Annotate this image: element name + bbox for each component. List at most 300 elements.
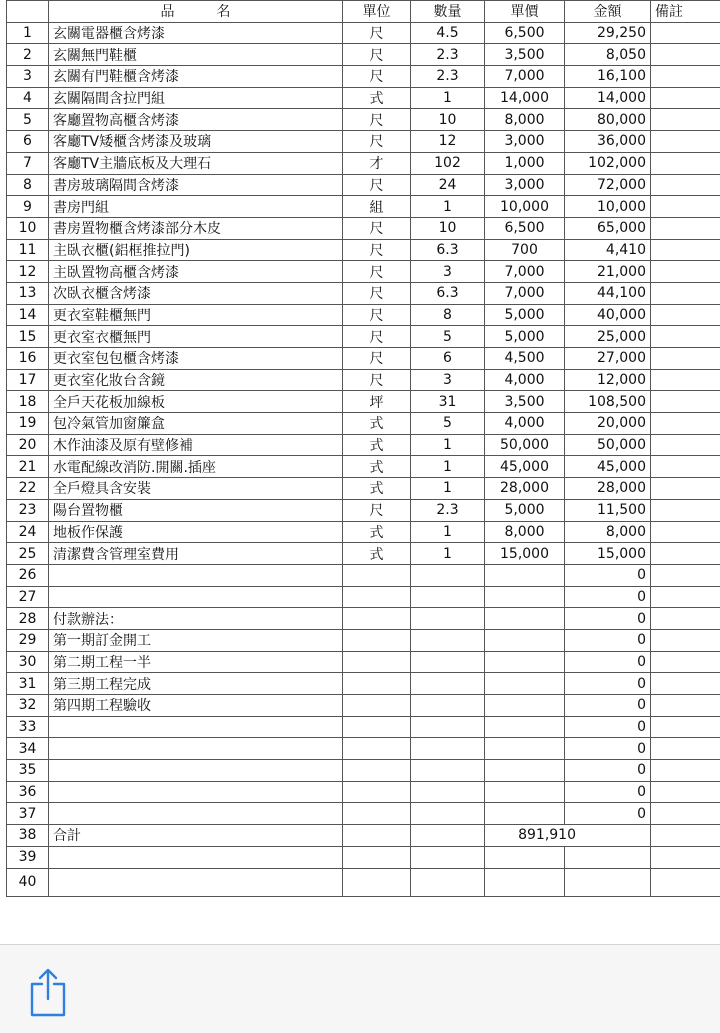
cell-name[interactable]: 更衣室衣櫃無門 [49, 326, 343, 348]
total-label[interactable]: 合計 [49, 825, 343, 847]
cell-price[interactable] [485, 629, 565, 651]
cell-price[interactable] [485, 608, 565, 630]
cell-note[interactable] [651, 131, 720, 153]
cell-qty[interactable] [411, 760, 485, 782]
cell-no[interactable]: 20 [7, 434, 49, 456]
cell-no[interactable]: 3 [7, 66, 49, 88]
table-row [7, 499, 720, 521]
share-button[interactable] [28, 967, 68, 1019]
cell-name[interactable]: 地板作保護 [49, 521, 343, 543]
cell-qty[interactable] [411, 716, 485, 738]
cell-qty[interactable] [411, 846, 485, 868]
cell-price[interactable]: 5,000 [485, 326, 565, 348]
cell-price[interactable]: 5,000 [485, 499, 565, 521]
cell-qty[interactable] [411, 825, 485, 847]
cell-name[interactable]: 全戶燈具含安裝 [49, 478, 343, 500]
cell-unit[interactable] [343, 673, 411, 695]
cell-qty[interactable]: 31 [411, 391, 485, 413]
cell-qty[interactable] [411, 803, 485, 825]
cell-no[interactable]: 5 [7, 109, 49, 131]
cell-price[interactable] [485, 564, 565, 586]
cell-unit[interactable] [343, 629, 411, 651]
cell-amount[interactable]: 40,000 [565, 304, 651, 326]
cell-unit[interactable]: 尺 [343, 109, 411, 131]
cell-name[interactable]: 付款辦法： [49, 608, 343, 630]
cell-amount[interactable] [565, 868, 651, 896]
cell-note[interactable] [651, 282, 720, 304]
table-row [7, 760, 720, 782]
cell-qty[interactable]: 8 [411, 304, 485, 326]
cell-qty[interactable] [411, 781, 485, 803]
cell-qty[interactable] [411, 629, 485, 651]
cell-name[interactable]: 玄關有門鞋櫃含烤漆 [49, 66, 343, 88]
cell-qty[interactable]: 6 [411, 348, 485, 370]
cell-price[interactable]: 7,000 [485, 66, 565, 88]
cell-note[interactable] [651, 695, 720, 717]
cell-amount[interactable]: 28,000 [565, 478, 651, 500]
cell-qty[interactable]: 24 [411, 174, 485, 196]
cell-name[interactable] [49, 868, 343, 896]
cell-no[interactable]: 9 [7, 196, 49, 218]
cell-name[interactable]: 更衣室鞋櫃無門 [49, 304, 343, 326]
cell-name[interactable]: 主臥衣櫃(鋁框推拉門) [49, 239, 343, 261]
cell-qty[interactable]: 3 [411, 369, 485, 391]
cell-amount[interactable]: 15,000 [565, 543, 651, 565]
cell-amount[interactable]: 72,000 [565, 174, 651, 196]
cell-name[interactable]: 書房玻璃隔間含烤漆 [49, 174, 343, 196]
cell-qty[interactable] [411, 673, 485, 695]
cell-note[interactable] [651, 239, 720, 261]
cell-price[interactable]: 10,000 [485, 196, 565, 218]
cell-unit[interactable] [343, 716, 411, 738]
cell-unit[interactable] [343, 564, 411, 586]
table-row [7, 391, 720, 413]
cell-price[interactable] [485, 738, 565, 760]
cell-qty[interactable]: 6.3 [411, 239, 485, 261]
cell-no[interactable]: 37 [7, 803, 49, 825]
header-name[interactable]: 品 名 [49, 1, 343, 23]
cell-no[interactable]: 33 [7, 716, 49, 738]
cell-note[interactable] [651, 868, 720, 896]
cell-unit[interactable]: 尺 [343, 499, 411, 521]
cell-name[interactable] [49, 760, 343, 782]
cell-no[interactable]: 7 [7, 152, 49, 174]
cell-note[interactable] [651, 651, 720, 673]
cell-no[interactable]: 10 [7, 217, 49, 239]
cell-name[interactable] [49, 803, 343, 825]
cell-note[interactable] [651, 456, 720, 478]
cell-price[interactable]: 45,000 [485, 456, 565, 478]
cell-amount[interactable]: 21,000 [565, 261, 651, 283]
cell-price[interactable]: 4,500 [485, 348, 565, 370]
cell-note[interactable] [651, 87, 720, 109]
cell-price[interactable]: 4,000 [485, 369, 565, 391]
cell-unit[interactable]: 式 [343, 87, 411, 109]
header-note[interactable]: 備註 [651, 1, 720, 23]
cell-unit[interactable] [343, 803, 411, 825]
cell-no[interactable]: 4 [7, 87, 49, 109]
cell-amount[interactable]: 12,000 [565, 369, 651, 391]
cell-unit[interactable] [343, 738, 411, 760]
cell-no[interactable]: 21 [7, 456, 49, 478]
cell-unit[interactable] [343, 760, 411, 782]
cell-amount[interactable]: 44,100 [565, 282, 651, 304]
cell-note[interactable] [651, 521, 720, 543]
cell-no[interactable]: 24 [7, 521, 49, 543]
cell-qty[interactable]: 1 [411, 521, 485, 543]
cell-name[interactable]: 書房置物櫃含烤漆部分木皮 [49, 217, 343, 239]
cell-no[interactable]: 29 [7, 629, 49, 651]
cell-qty[interactable]: 3 [411, 261, 485, 283]
cell-no[interactable]: 25 [7, 543, 49, 565]
cell-unit[interactable]: 坪 [343, 391, 411, 413]
cell-no[interactable]: 13 [7, 282, 49, 304]
cell-name[interactable]: 第一期訂金開工 [49, 629, 343, 651]
cell-name[interactable]: 玄關無門鞋櫃 [49, 44, 343, 66]
cell-price[interactable]: 1,000 [485, 152, 565, 174]
cell-no[interactable]: 31 [7, 673, 49, 695]
cell-amount[interactable] [565, 846, 651, 868]
cell-note[interactable] [651, 391, 720, 413]
cell-price[interactable] [485, 716, 565, 738]
cell-note[interactable] [651, 629, 720, 651]
cell-note[interactable] [651, 760, 720, 782]
cell-note[interactable] [651, 44, 720, 66]
cell-qty[interactable]: 5 [411, 326, 485, 348]
cell-no[interactable]: 27 [7, 586, 49, 608]
cell-qty[interactable]: 1 [411, 434, 485, 456]
cell-note[interactable] [651, 564, 720, 586]
cell-no[interactable]: 23 [7, 499, 49, 521]
cell-qty[interactable] [411, 738, 485, 760]
cell-price[interactable] [485, 673, 565, 695]
cell-qty[interactable]: 1 [411, 196, 485, 218]
cell-no[interactable]: 34 [7, 738, 49, 760]
cell-unit[interactable]: 尺 [343, 326, 411, 348]
cell-note[interactable] [651, 66, 720, 88]
cell-name[interactable] [49, 716, 343, 738]
cell-unit[interactable] [343, 781, 411, 803]
table-row [7, 22, 720, 44]
cell-qty[interactable] [411, 868, 485, 896]
cell-no[interactable]: 18 [7, 391, 49, 413]
cell-qty[interactable]: 1 [411, 87, 485, 109]
cell-name[interactable] [49, 586, 343, 608]
cell-name[interactable]: 更衣室化妝台含鏡 [49, 369, 343, 391]
cell-name[interactable]: 木作油漆及原有壁修補 [49, 434, 343, 456]
cell-name[interactable]: 第三期工程完成 [49, 673, 343, 695]
cell-amount[interactable]: 45,000 [565, 456, 651, 478]
cell-name[interactable]: 更衣室包包櫃含烤漆 [49, 348, 343, 370]
cell-amount[interactable]: 0 [565, 629, 651, 651]
cell-price[interactable]: 6,500 [485, 22, 565, 44]
cell-note[interactable] [651, 152, 720, 174]
cell-qty[interactable]: 102 [411, 152, 485, 174]
cell-price[interactable]: 3,000 [485, 174, 565, 196]
cell-note[interactable] [651, 586, 720, 608]
cell-amount[interactable]: 0 [565, 651, 651, 673]
cell-unit[interactable]: 尺 [343, 261, 411, 283]
header-index-cell[interactable] [7, 1, 49, 23]
cell-unit[interactable]: 尺 [343, 369, 411, 391]
cell-price[interactable] [485, 651, 565, 673]
cell-price[interactable]: 3,000 [485, 131, 565, 153]
cell-name[interactable]: 次臥衣櫃含烤漆 [49, 282, 343, 304]
cell-amount[interactable]: 29,250 [565, 22, 651, 44]
cell-unit[interactable]: 尺 [343, 239, 411, 261]
cell-unit[interactable]: 尺 [343, 348, 411, 370]
cell-name[interactable]: 清潔費含管理室費用 [49, 543, 343, 565]
table-row [7, 109, 720, 131]
cell-name[interactable]: 第二期工程一半 [49, 651, 343, 673]
cell-no[interactable]: 14 [7, 304, 49, 326]
cell-no[interactable]: 39 [7, 846, 49, 868]
cell-note[interactable] [651, 608, 720, 630]
cell-qty[interactable]: 5 [411, 413, 485, 435]
cell-amount[interactable]: 108,500 [565, 391, 651, 413]
cell-amount[interactable]: 10,000 [565, 196, 651, 218]
cell-amount[interactable]: 0 [565, 608, 651, 630]
cell-unit[interactable]: 式 [343, 434, 411, 456]
cell-unit[interactable]: 尺 [343, 304, 411, 326]
cell-note[interactable] [651, 543, 720, 565]
cell-amount[interactable]: 0 [565, 564, 651, 586]
cell-amount[interactable]: 20,000 [565, 413, 651, 435]
table-row [7, 564, 720, 586]
cell-amount[interactable]: 80,000 [565, 109, 651, 131]
cell-price[interactable]: 5,000 [485, 304, 565, 326]
cell-note[interactable] [651, 499, 720, 521]
cell-note[interactable] [651, 413, 720, 435]
cell-qty[interactable] [411, 586, 485, 608]
cell-amount[interactable]: 0 [565, 781, 651, 803]
cell-price[interactable]: 8,000 [485, 521, 565, 543]
cell-unit[interactable]: 式 [343, 456, 411, 478]
cell-qty[interactable]: 10 [411, 109, 485, 131]
cell-price[interactable] [485, 803, 565, 825]
cell-qty[interactable]: 2.3 [411, 66, 485, 88]
header-amount[interactable]: 金額 [565, 1, 651, 23]
cell-amount[interactable]: 0 [565, 760, 651, 782]
cell-no[interactable]: 38 [7, 825, 49, 847]
cell-qty[interactable]: 6.3 [411, 282, 485, 304]
cell-price[interactable]: 7,000 [485, 261, 565, 283]
cell-price[interactable] [485, 695, 565, 717]
cell-amount[interactable]: 8,000 [565, 521, 651, 543]
cell-note[interactable] [651, 174, 720, 196]
cell-no[interactable]: 16 [7, 348, 49, 370]
cell-price[interactable]: 6,500 [485, 217, 565, 239]
cell-qty[interactable]: 4.5 [411, 22, 485, 44]
cell-qty[interactable] [411, 564, 485, 586]
cell-unit[interactable]: 才 [343, 152, 411, 174]
cell-amount[interactable]: 0 [565, 716, 651, 738]
cell-amount[interactable]: 50,000 [565, 434, 651, 456]
cell-note[interactable] [651, 326, 720, 348]
cell-price[interactable]: 7,000 [485, 282, 565, 304]
table-row [7, 781, 720, 803]
cell-name[interactable]: 包冷氣管加窗簾盒 [49, 413, 343, 435]
cell-no[interactable]: 32 [7, 695, 49, 717]
cell-unit[interactable]: 尺 [343, 22, 411, 44]
cell-note[interactable] [651, 846, 720, 868]
cell-note[interactable] [651, 716, 720, 738]
header-price[interactable]: 單價 [485, 1, 565, 23]
cell-price[interactable] [485, 586, 565, 608]
cell-name[interactable]: 水電配線改消防.開關.插座 [49, 456, 343, 478]
cell-unit[interactable] [343, 586, 411, 608]
cell-note[interactable] [651, 478, 720, 500]
cell-no[interactable]: 40 [7, 868, 49, 896]
cell-no[interactable]: 12 [7, 261, 49, 283]
cell-amount[interactable]: 0 [565, 695, 651, 717]
cell-name[interactable]: 客廳TV主牆底板及大理石 [49, 152, 343, 174]
cell-unit[interactable]: 尺 [343, 217, 411, 239]
cell-name[interactable]: 主臥置物高櫃含烤漆 [49, 261, 343, 283]
cell-unit[interactable]: 式 [343, 413, 411, 435]
cell-name[interactable] [49, 564, 343, 586]
cell-name[interactable] [49, 846, 343, 868]
cell-unit[interactable]: 式 [343, 521, 411, 543]
cell-note[interactable] [651, 196, 720, 218]
cell-qty[interactable]: 1 [411, 543, 485, 565]
cell-amount[interactable]: 102,000 [565, 152, 651, 174]
cell-unit[interactable] [343, 825, 411, 847]
cell-unit[interactable] [343, 868, 411, 896]
cell-price[interactable] [485, 846, 565, 868]
cell-amount[interactable]: 16,100 [565, 66, 651, 88]
cell-name[interactable] [49, 781, 343, 803]
cell-price[interactable]: 4,000 [485, 413, 565, 435]
cell-amount[interactable]: 65,000 [565, 217, 651, 239]
cell-qty[interactable]: 2.3 [411, 499, 485, 521]
cell-qty[interactable]: 1 [411, 456, 485, 478]
cell-no[interactable]: 30 [7, 651, 49, 673]
cell-note[interactable] [651, 369, 720, 391]
cell-note[interactable] [651, 304, 720, 326]
cell-unit[interactable]: 尺 [343, 131, 411, 153]
cell-amount[interactable]: 0 [565, 738, 651, 760]
cell-qty[interactable]: 1 [411, 478, 485, 500]
cell-amount[interactable]: 4,410 [565, 239, 651, 261]
cell-no[interactable]: 6 [7, 131, 49, 153]
cell-unit[interactable]: 式 [343, 543, 411, 565]
cell-no[interactable]: 8 [7, 174, 49, 196]
cell-no[interactable]: 36 [7, 781, 49, 803]
cell-name[interactable]: 全戶天花板加線板 [49, 391, 343, 413]
cell-name[interactable]: 玄關電器櫃含烤漆 [49, 22, 343, 44]
cell-price[interactable] [485, 760, 565, 782]
cell-unit[interactable] [343, 695, 411, 717]
cell-note[interactable] [651, 22, 720, 44]
cell-note[interactable] [651, 803, 720, 825]
cell-name[interactable]: 陽台置物櫃 [49, 499, 343, 521]
cell-unit[interactable]: 尺 [343, 282, 411, 304]
cell-amount[interactable]: 0 [565, 803, 651, 825]
cell-no[interactable]: 15 [7, 326, 49, 348]
cell-price[interactable]: 3,500 [485, 391, 565, 413]
table-row [7, 131, 720, 153]
cell-amount[interactable]: 8,050 [565, 44, 651, 66]
cell-unit[interactable] [343, 846, 411, 868]
cell-note[interactable] [651, 348, 720, 370]
cell-amount[interactable]: 14,000 [565, 87, 651, 109]
cell-no[interactable]: 11 [7, 239, 49, 261]
cell-amount[interactable]: 0 [565, 586, 651, 608]
table-row [7, 673, 720, 695]
cell-note[interactable] [651, 217, 720, 239]
cell-no[interactable]: 17 [7, 369, 49, 391]
cell-price[interactable]: 50,000 [485, 434, 565, 456]
cell-qty[interactable] [411, 651, 485, 673]
cell-no[interactable]: 35 [7, 760, 49, 782]
cell-price[interactable]: 15,000 [485, 543, 565, 565]
cell-unit[interactable]: 尺 [343, 174, 411, 196]
cell-price[interactable]: 700 [485, 239, 565, 261]
cell-amount[interactable]: 27,000 [565, 348, 651, 370]
cell-price[interactable]: 14,000 [485, 87, 565, 109]
cell-no[interactable]: 1 [7, 22, 49, 44]
cell-amount[interactable]: 25,000 [565, 326, 651, 348]
header-unit[interactable]: 單位 [343, 1, 411, 23]
cell-note[interactable] [651, 825, 720, 847]
cell-name[interactable]: 第四期工程驗收 [49, 695, 343, 717]
cell-note[interactable] [651, 673, 720, 695]
cell-price[interactable]: 8,000 [485, 109, 565, 131]
cell-unit[interactable]: 式 [343, 478, 411, 500]
cell-no[interactable]: 26 [7, 564, 49, 586]
cell-no[interactable]: 22 [7, 478, 49, 500]
table-row [7, 695, 720, 717]
table-row [7, 868, 720, 896]
cell-unit[interactable] [343, 651, 411, 673]
cell-name[interactable]: 客廳置物高櫃含烤漆 [49, 109, 343, 131]
cell-no[interactable]: 2 [7, 44, 49, 66]
cell-amount[interactable]: 11,500 [565, 499, 651, 521]
cell-name[interactable] [49, 738, 343, 760]
cell-price[interactable] [485, 868, 565, 896]
cell-note[interactable] [651, 434, 720, 456]
cell-unit[interactable]: 尺 [343, 44, 411, 66]
table-row [7, 44, 720, 66]
cell-qty[interactable]: 10 [411, 217, 485, 239]
cell-no[interactable]: 19 [7, 413, 49, 435]
cell-note[interactable] [651, 781, 720, 803]
cell-qty[interactable]: 2.3 [411, 44, 485, 66]
total-value[interactable]: 891,910 [485, 825, 651, 847]
cell-qty[interactable] [411, 608, 485, 630]
cell-price[interactable]: 28,000 [485, 478, 565, 500]
cell-note[interactable] [651, 738, 720, 760]
cell-amount[interactable]: 0 [565, 673, 651, 695]
cell-unit[interactable]: 尺 [343, 66, 411, 88]
cell-amount[interactable]: 36,000 [565, 131, 651, 153]
cell-name[interactable]: 玄關隔間含拉門組 [49, 87, 343, 109]
cell-price[interactable] [485, 781, 565, 803]
cell-no[interactable]: 28 [7, 608, 49, 630]
cell-qty[interactable]: 12 [411, 131, 485, 153]
table-row [7, 304, 720, 326]
cell-price[interactable]: 3,500 [485, 44, 565, 66]
cell-note[interactable] [651, 109, 720, 131]
cell-unit[interactable] [343, 608, 411, 630]
cell-name[interactable]: 書房門組 [49, 196, 343, 218]
cell-name[interactable]: 客廳TV矮櫃含烤漆及玻璃 [49, 131, 343, 153]
cell-unit[interactable]: 組 [343, 196, 411, 218]
header-qty[interactable]: 數量 [411, 1, 485, 23]
cell-qty[interactable] [411, 695, 485, 717]
cell-note[interactable] [651, 261, 720, 283]
